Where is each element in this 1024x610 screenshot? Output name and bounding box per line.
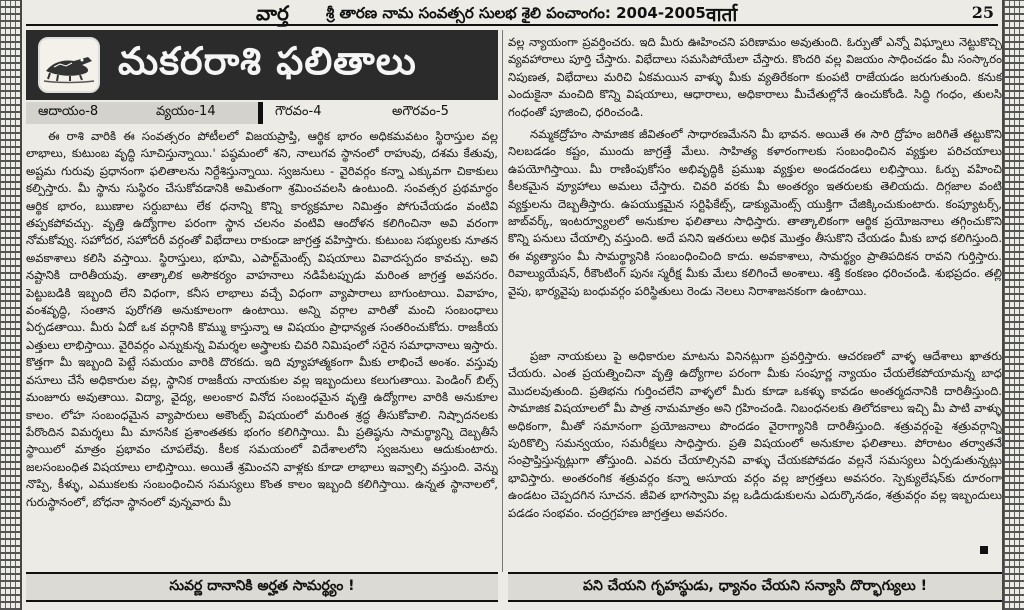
right-paragraph-1: వల్ల న్యాయంగా ప్రవర్తించరు. ఇది మీరు ఊహించని పరిణామం అవుతుంది. ఓర్పుతో ఎన్నో విఘ్నాలు నెట్టుకొచ్చి వ్యవహారాలు పూర్తి చేస్తారు. విభేదాలు సమసిపోయేలా చేస్తారు. కొందరి వల్ల విజయం సాధించడం మీ సంస్కారం నిపుణత, విభేదాలు మరిచి ఏకమయిన వాళ్ళు మీకు వ్యతిరేకంగా కుంపటి రాజేయడం జరుగుతుంది. కనుక ఎందుకైనా మంచిది కొన్ని విషయాలు, ఆధారాలు, అధికారాలు మీచేతుల్లోనే ఉంచుకోండి. సిద్ధి గంధం, తులసి గంధంతో పూజించి, ధరించండి. — [508, 35, 1002, 119]
crocodile-icon-drawing — [42, 45, 96, 85]
article-title: మకరరాశి ఫలితాలు — [118, 37, 417, 83]
left-border-ornament — [0, 0, 22, 610]
header-title: శ్రీ తారణ నామ సంవత్సర సులభ శైలి పంచాంగం: 2004-2005 — [326, 4, 706, 22]
page-header — [26, 0, 998, 26]
footer-left-quote: సువర్ణ దానానికి అర్హత సామర్థ్యం ! — [26, 572, 498, 602]
footer-right-quote: పని చేయని గృహస్థుడు, ధ్యానం చేయని సన్యాసి దొర్భాగ్యులు ! — [508, 572, 1002, 602]
stat-dishonour: అగౌరవం-5 — [380, 102, 498, 124]
left-column — [26, 30, 498, 572]
right-paragraph-2: నమ్మకద్రోహం సామాజిక జీవితంలో సాధారణమేనని మీ భావన. అయితే ఈ సారి ద్రోహం జరిగితే తట్టుకొని నిలబడడం కష్టం, ముందు జాగ్రత్తే మేలు. సాహిత్య కళారంగాలకు సంబంధించిన వ్యక్తుల పరిచయాలు ఉపయోగిస్తాయి. మీ రాణింపుకోసం అభివృద్ధికి ప్రముఖ వ్యక్తుల అండదండలు లభిస్తాయి. ఓర్పు వహించి కీలకమైన వ్యూహాలు అమలు చేస్తారు. చివరి వరకు మీ అంతర్యం ఇతరులకు తెలియదు. దిగ్గజాల వంటి వ్యక్తులను దెబ్బతీస్తారు. ఉపయుక్తమైన సర్టిఫికేట్స్, డాక్యుమెంట్స్ యుక్తిగా చేజిక్కించుకుంటారు. కంప్యూటర్స్, జాబ్‌వర్క్, ఇంటర్వ్యూలలో అనుకూల ఫలితాలు సాధిస్తారు. తాత్కాలికంగా ఆర్థిక ప్రయోజనాలు తగ్గించుకొని కొన్ని పనులు చేయాల్సి వస్తుంది. అదే పనిని ఇతరులు అధిక మొత్తం తీసుకొని చేయడం మీకు బాధ కలిగిస్తుంది. ఈ వ్యత్యాసం మీ సామర్థ్యానికి సంబంధించింది కాదు. అవకాశాలు, సామర్థ్యం ప్రాతిపదికన రావని గుర్తిస్తారు. రివాల్యుయేషన్, రీకౌంటింగ్ పునః స్మరీక్ష మీకు మేలు కలిగించే అంశాలు. శక్తి కంకణం ధరించండి. శుభప్రదం. తల్లి వైపు, భార్యవైపు బంధువర్గం పరిస్థితులు రెండు నెలలు నిరాశాజనకంగా ఉంటాయి. — [508, 127, 1002, 298]
article-title-banner — [26, 30, 498, 100]
left-body-text: ఈ రాశి వారికి ఈ సంవత్సరం పోటీలలో విజయప్రాప్తి, ఆర్థిక భారం అధికమవటం స్థిరాస్తుల వల్ల లాభాలు, కుటుంబ వృద్ధి సూచిస్తున్నాయి.' పష్ఠమంలో శని, నాలుగవ స్థానంలో రాహువు, దశమ కేతువు, అష్టమ గురువు ప్రధానంగా ఫలితాలను నిర్దేశిస్తున్నాయి. స్వజనులు - వైరివర్గం కన్నా ఎక్కువగా చికాకులు కల్పిస్తారు. మీ స్థాను సుస్థిరం చేసుకోవడానికి అమితంగా శ్రమించవలసి ఉంటుంది. సంవత్సర ప్రథమార్ధం ఆర్థిక భారం, ఋణాల సర్దుబాటు లేక ధనాన్ని కొన్ని కార్యక్రమాల నిమిత్తం పోగుచేయడం వంటివి తప్పకపోవచ్చు. వృత్తి ఉద్యోగాల పరంగా స్థాన చలనం వంటివి ఆందోళన కలిగించినా అవి వరంగా నోమకోవ్వు. సహోదర, సహోదరీ వర్గంతో విభేదాలు రాకుండా జాగ్రత్త వహిస్తారు. కుటుంబ సభ్యులకు నూతన అవకాశాలు కలిసి వస్తాయి. స్థిరాస్తులు, భూమి, ఎపార్ట్‌మెంట్స్ విషయాలు వివాదస్పదం కావచ్చు. అవి నష్టానికి దారితీయవు. తాత్కాలిక అసౌకర్యం వాహనాలు నడిపేటప్పుడు మరింత జాగ్రత్త అవసరం. పెట్టుబడికి ఇబ్బంది లేని విధంగా, కనీస లాభాలు వచ్చే విధంగా వ్యాపారాలు బాగుంటాయి. వివాహం, వంశవృద్ధి, సంతాన పురోగతి అనుకూలంగా ఉంటాయి. అన్ని వర్గాల వారితో మంచి సంబంధాలు ఏర్పడతాయి. మీరు ఏదో ఒక వర్గానికి కొమ్ము కాస్తున్నా ఆ విషయం ప్రాధాన్యత సంతరించుకోదు. రాజకీయ ఎత్తులు లాభిస్తాయి. వైరివర్గం ఎన్నుకున్న విమర్శల అస్త్రాలకు చివరి నిమిషంలో సరైన సమాధానాలు ఇస్తారు. కొత్తగా మీ ఇబ్బంది పెట్టే సమయం వారికి దొరకదు. ఇది వ్యూహాత్మకంగా మీకు లాభించే అంశం. వస్తువు వసూలు చేసే అధికారుల వల్ల, స్థానిక రాజకీయ నాయకుల వల్ల ఇబ్బందులు కలుగుతాయి. పెండింగ్ బిల్స్ మంజూరు అవుతాయి. విద్యా, వైద్య, అలంకార వినోద సంబంధమైన వృత్తి ఉద్యోగాల వారికి అనుకూల కాలం. లోహ సంబంధమైన వ్యాపారులు అకౌంట్స్ విషయంలో మరింత శ్రద్ధ తీసుకోవాలి. నిష్పాదనలకు పేరొందిన విమర్శలు మీ మానసిక ప్రశాంతతకు భంగం కలిగిస్తాయి. మీ ప్రతిష్ఠను సామర్థ్యాన్ని దెబ్బతీసే స్థాయిలో మాత్రం ప్రభావం చూపలేవు. కీలక సమయంలో విదేశాలలోని స్వజనులు ఆదుకుంటారు. జలసంబంధిత విషయాలు లాభిస్తాయి. అయితే శ్రమించని వాళ్లకు కూడా లాభాలు ఇవ్వాల్సి వస్తుంది. వెన్ను నొప్పి, కీళ్ళు, ఎముకలకు సంబంధించిన సమస్యలు కొంత కాలం ఇబ్బంది కలిగిస్తాయి. ఉన్నత స్థానాలలో, గురుస్థానంలో, బోధనా స్థానంలో వున్నవారు మీ — [26, 129, 498, 509]
stats-bar — [26, 102, 498, 124]
right-column — [508, 30, 1002, 572]
stat-expense: వ్యయం-14 — [144, 102, 262, 124]
stat-income: ఆదాయం-8 — [26, 102, 144, 124]
vaartha-logo-telugu: వార్త — [256, 1, 289, 25]
vaartha-logo-hindi: वार्ता — [706, 4, 738, 26]
column-divider — [502, 30, 503, 572]
page-number: 25 — [971, 3, 994, 22]
stat-honour: గౌరవం-4 — [262, 102, 380, 124]
end-of-article-mark — [980, 546, 988, 554]
right-border-ornament — [1002, 0, 1024, 610]
right-paragraph-3: ప్రజా నాయకులు పై అధికారుల మాటను వినినట్లుగా ప్రవర్తిస్తారు. ఆచరణలో వాళ్ళ ఆదేశాలు ఖాతరు చేయరు. ఎంత ప్రయత్నించినా వృత్తి ఉద్యోగాల పరంగా మీకు సంపూర్ణ న్యాయం చేయలేకపోయామన్న బాధ మొదలవుతుంది. ప్రతిభను గుర్తించలేని వాళ్ళలో మీరు కూడా ఒకళ్ళు కావడం అంతర్మదనానికి దారితీస్తుంది. సామాజిక విషయాలలో మీ పాత్ర నామమాత్రం అని గ్రహించండి. నిబంధనలకు తిలోదకాలు ఇచ్చి మీ పాటి వాళ్ళు అధికంగా, మీతో సమానంగా ప్రయోజనాలు పొందడం వైరాగ్యానికి దారితీస్తుంది. శత్రువర్గంపై శత్రువర్గాన్ని పురికొల్పి సమన్వయం, సమరీక్షలు సాధిస్తారు. ప్రతి విషయంలో అనుకూల ఫలితాలు. పోరాటం తర్వాతనే సంప్రాప్తిస్తున్నట్లుగా తోస్తుంది. ఎవరు చేయాల్సినవి వాళ్ళు చేయకపోవడం వల్లనే సమస్యలు ఏర్పడుతున్నట్లు భావిస్తారు. అంతరంగిక శత్రువర్గం కన్నా అసూయ వర్గం వల్ల జాగ్రత్తలు అవసరం. స్పెక్యులేషన్‌కు దూరంగా ఉండటం చెప్పదగిన సూచన. జీవిత భాగస్వామి వల్ల ఒడిదుడుకులను ఎదుర్కొనడం, శత్రువర్గం వల్ల ఇబ్బందులు పడడం సంభవం. చంద్రగ్రహణ జాగ్రత్తలు అవసరం. — [508, 349, 1002, 520]
crocodile-icon — [38, 37, 100, 93]
